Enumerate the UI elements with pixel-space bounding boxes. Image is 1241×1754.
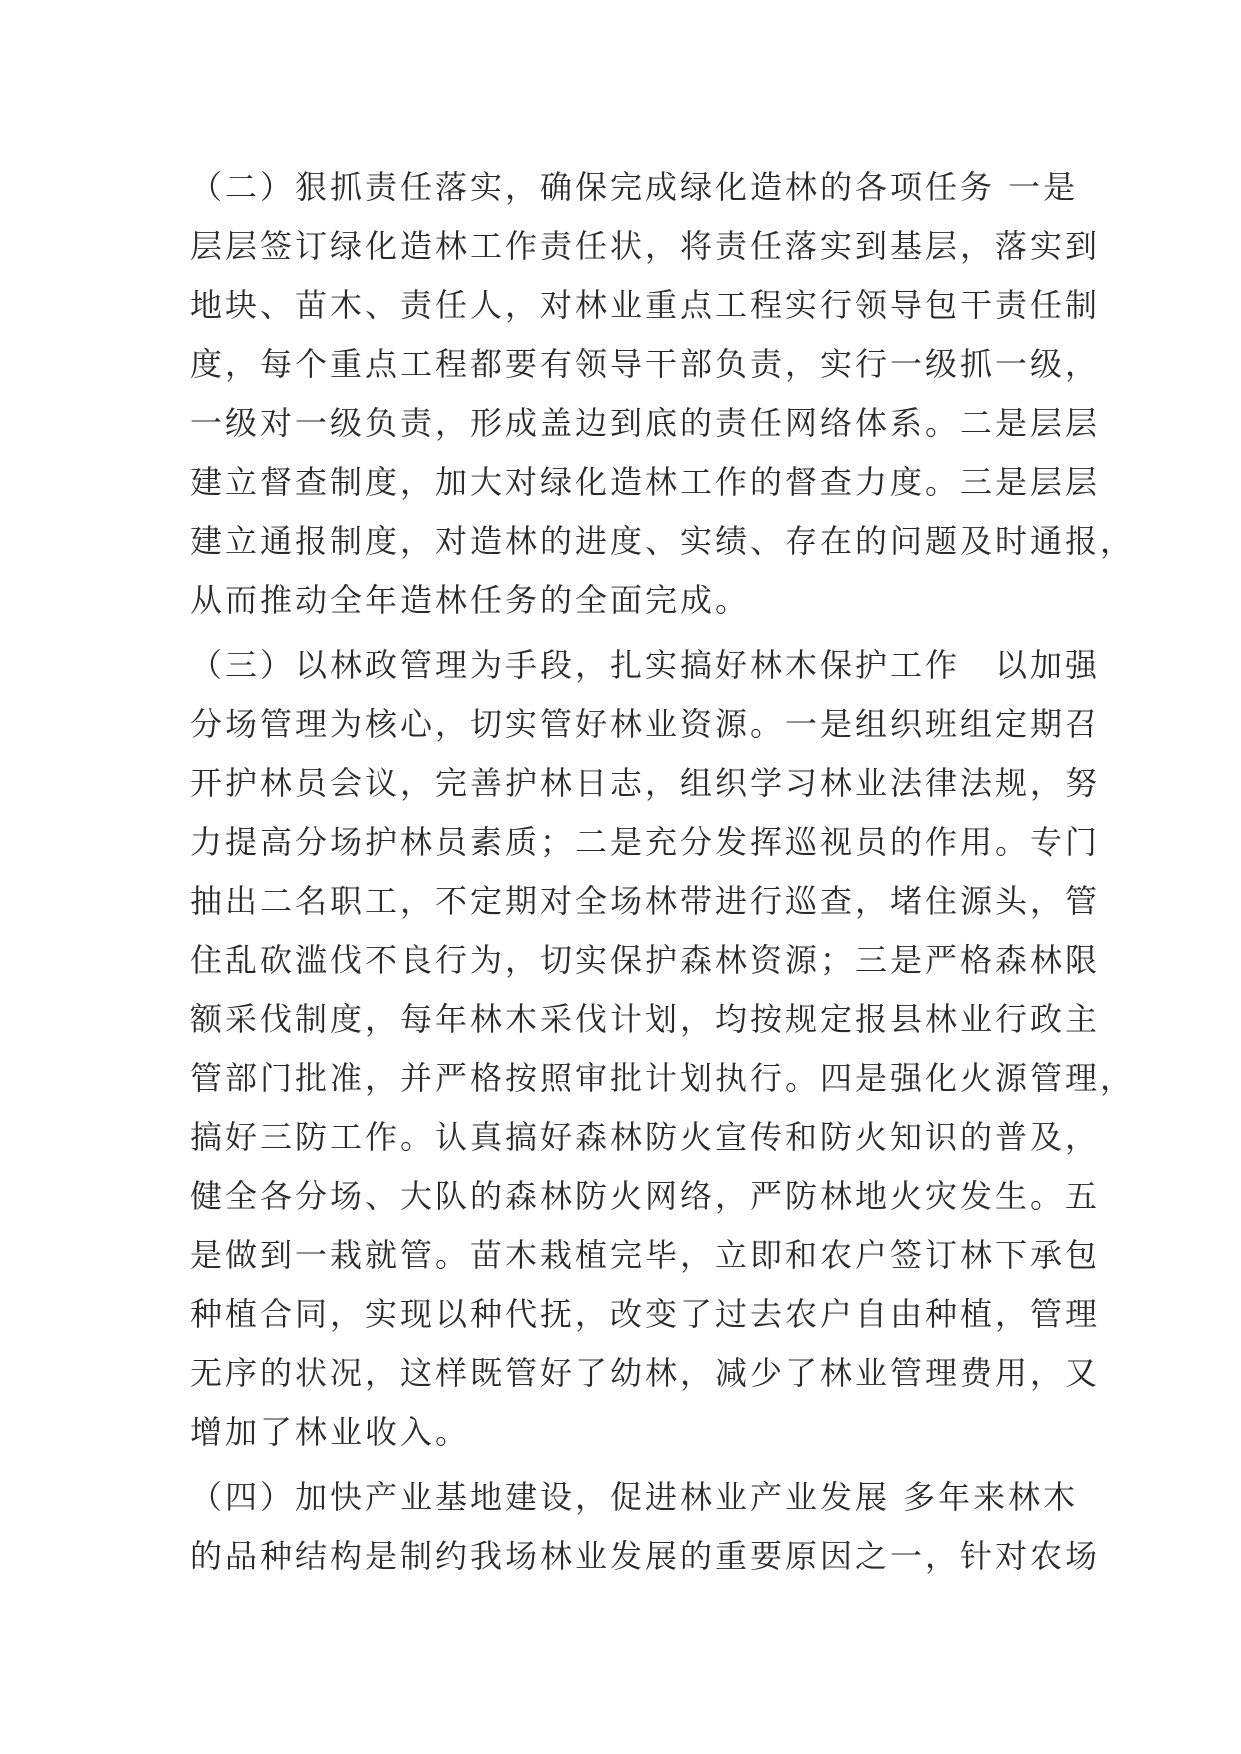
text-line: 开护林员会议，完善护林日志，组织学习林业法律法规，努 [190, 764, 1101, 802]
text-line: （四）加快产业基地建设，促进林业产业发展 多年来林木 [190, 1478, 1079, 1516]
paragraph-industry-base [190, 1468, 1101, 1586]
text-line: 力提高分场护林员素质；二是充分发挥巡视员的作用。专门 [190, 823, 1101, 861]
text-line: 分场管理为核心，切实管好林业资源。一是组织班组定期召 [190, 705, 1101, 743]
text-line: 的品种结构是制约我场林业发展的重要原因之一，针对农场 [190, 1537, 1101, 1575]
text-line: 是做到一栽就管。苗木栽植完毕，立即和农户签订林下承包 [190, 1236, 1101, 1274]
text-line: 度，每个重点工程都要有领导干部负责，实行一级抓一级， [190, 345, 1101, 383]
text-line: （三）以林政管理为手段，扎实搞好林木保护工作 以加强 [190, 646, 1101, 684]
text-line: 地块、苗木、责任人，对林业重点工程实行领导包干责任制 [190, 286, 1101, 324]
text-line: 管部门批准，并严格按照审批计划执行。四是强化火源管理， [190, 1059, 1136, 1097]
text-line: 层层签订绿化造林工作责任状，将责任落实到基层，落实到 [190, 227, 1101, 265]
text-line: 种植合同，实现以种代抚，改变了过去农户自由种植，管理 [190, 1295, 1101, 1333]
text-line: （二）狠抓责任落实，确保完成绿化造林的各项任务 一是 [190, 168, 1079, 206]
text-line: 额采伐制度，每年林木采伐计划，均按规定报县林业行政主 [190, 1000, 1101, 1038]
text-line: 搞好三防工作。认真搞好森林防火宣传和防火知识的普及， [190, 1118, 1101, 1156]
text-line: 从而推动全年造林任务的全面完成。 [190, 581, 751, 619]
document-body [190, 158, 1136, 1586]
text-line: 一级对一级负责，形成盖边到底的责任网络体系。二是层层 [190, 404, 1101, 442]
text-line: 住乱砍滥伐不良行为，切实保护森林资源；三是严格森林限 [190, 941, 1101, 979]
paragraph-forest-protection [190, 636, 1136, 1462]
paragraph-responsibility [190, 158, 1136, 630]
text-line: 增加了林业收入。 [190, 1413, 471, 1451]
text-line: 建立督查制度，加大对绿化造林工作的督查力度。三是层层 [190, 463, 1101, 501]
text-line: 无序的状况，这样既管好了幼林，减少了林业管理费用，又 [190, 1354, 1101, 1392]
text-line: 健全各分场、大队的森林防火网络，严防林地火灾发生。五 [190, 1177, 1101, 1215]
text-line: 建立通报制度，对造林的进度、实绩、存在的问题及时通报， [190, 522, 1136, 560]
text-line: 抽出二名职工，不定期对全场林带进行巡查，堵住源头，管 [190, 882, 1101, 920]
